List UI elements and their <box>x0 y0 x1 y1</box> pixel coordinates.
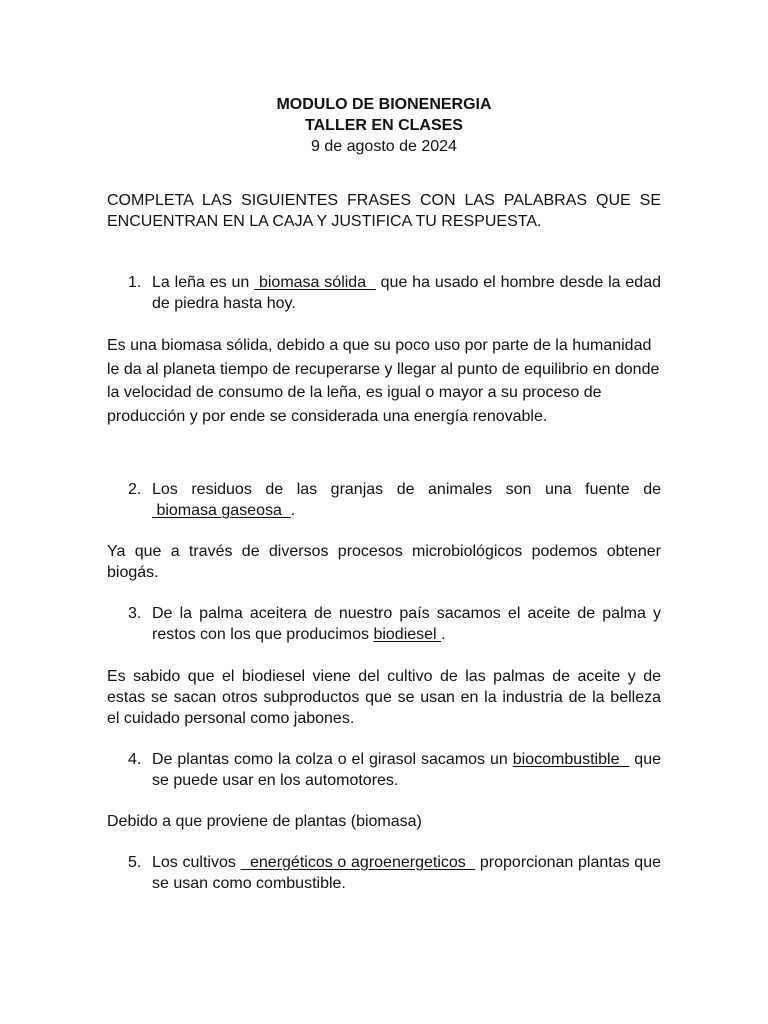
question-text <box>152 852 661 894</box>
answer-blank: biodiesel <box>373 626 442 643</box>
question-text-before: Los residuos de las granjas de animales son una fuente de <box>152 481 661 498</box>
justification-text: Es sabido que el biodiesel viene del cultivo de las palmas de aceite y de estas se sacan otros subproductos que se usan en la industria de la belleza el cuidado personal como jabones. <box>107 668 661 727</box>
question-text <box>152 272 661 314</box>
question-3 <box>107 603 661 645</box>
document-date: 9 de agosto de 2024 <box>311 138 457 155</box>
justification-text: Debido a que proviene de plantas (biomasa) <box>107 813 422 830</box>
question-5 <box>107 852 661 894</box>
question-2 <box>107 479 661 521</box>
answer-blank: energéticos o agroenergeticos <box>240 854 476 871</box>
answer-blank: biomasa gaseosa <box>152 502 291 519</box>
question-number: 3. <box>128 605 142 622</box>
document-title: MODULO DE BIONENERGIA <box>276 96 492 113</box>
question-1 <box>107 272 661 314</box>
question-text-after: . <box>290 502 296 519</box>
question-number: 4. <box>128 751 142 768</box>
justification-text: Es una biomasa sólida, debido a que su poco uso por parte de la humanidad le da al planeta tiempo de recuperarse y llegar al punto de equilibrio en donde la velocidad de consumo de la leña, es igual o mayor a su proceso de producción y por ende se considerada una energía renovable. <box>107 337 660 425</box>
answer-blank: biomasa sólida <box>254 274 376 291</box>
question-text-before: De la palma aceitera de nuestro país sacamos el aceite de palma y restos con los que producimos <box>152 605 661 643</box>
question-4 <box>107 749 661 791</box>
question-text-before: La leña es un <box>152 274 255 291</box>
instructions-text: COMPLETA LAS SIGUIENTES FRASES CON LAS PALABRAS QUE SE ENCUENTRAN EN LA CAJA Y JUSTIFICA TU RESPUESTA. <box>107 192 661 230</box>
question-number: 1. <box>128 274 142 291</box>
question-text-before: De plantas como la colza o el girasol sacamos un <box>152 751 513 768</box>
question-text <box>152 479 661 521</box>
question-text <box>152 603 661 645</box>
question-number: 2. <box>128 481 142 498</box>
answer-blank: biocombustible <box>512 751 630 768</box>
document-subtitle: TALLER EN CLASES <box>305 117 463 134</box>
question-text-before: Los cultivos <box>152 854 241 871</box>
question-number: 5. <box>128 854 142 871</box>
justification-3 <box>107 666 661 729</box>
question-text-after: . <box>441 626 446 643</box>
question-text-after: que se puede usar en los automotores. <box>152 751 661 789</box>
justification-1 <box>107 334 661 428</box>
justification-text: Ya que a través de diversos procesos microbiológicos podemos obtener biogás. <box>107 543 661 581</box>
justification-4 <box>107 811 661 832</box>
question-text-after: proporcionan plantas que se usan como combustible. <box>152 854 661 892</box>
question-text-after: que ha usado el hombre desde la edad de piedra hasta hoy. <box>152 274 661 312</box>
instructions <box>107 190 661 232</box>
question-text <box>152 749 661 791</box>
justification-2 <box>107 541 661 583</box>
